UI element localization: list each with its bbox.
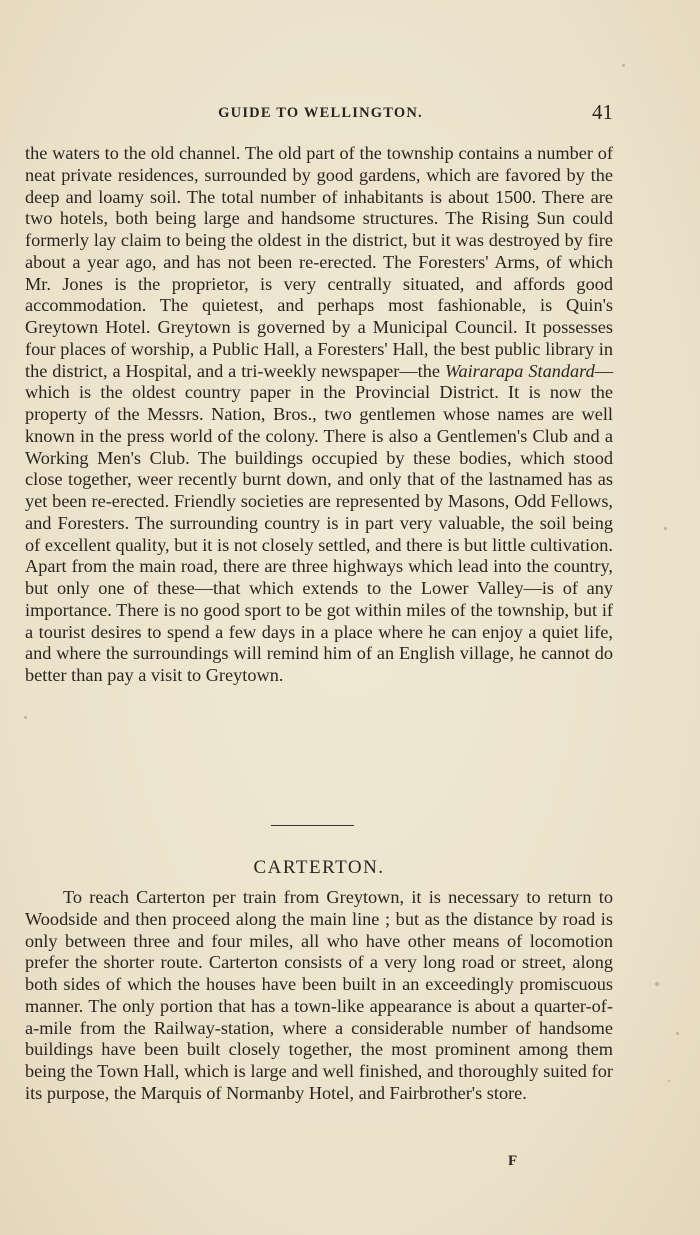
paper-speck xyxy=(622,64,625,67)
running-head: GUIDE TO WELLINGTON. xyxy=(218,105,423,121)
paper-speck xyxy=(668,1080,670,1082)
paragraph-part-2: —which is the oldest country paper in the Provincial District. It is now the property of the Messrs. Nation, Bros., two gentlemen whose names are well known in the press world of the colony. There is also a Gentlemen's Club and a Working Men's Club. The buildings occupied by these bodies, which stood close together, weer recently burnt down, and only that of the lastnamed has as yet been re-erected. Friendly societies are represented by Masons, Odd Fellows, and Foresters. The surrounding country is in part very valuable, the soil being of excellent quality, but it is not closely settled, and there is but little cultivation. Apart from the main road, there are three highways which lead into the country, but only one of these—that which extends to the Lower Valley—is of any importance. There is no good sport to be got within miles of the township, but if a tourist desires to spend a few days in a place where he can enjoy a quiet life, and where the surroundings will remind him of an English village, he cannot do better than pay a visit to Greytown. xyxy=(25,360,613,685)
section-divider xyxy=(271,825,354,826)
paper-speck xyxy=(664,527,667,530)
greytown-text-block xyxy=(25,143,613,687)
paragraph-part-1: the waters to the old channel. The old part of the township contains a number of neat private residences, surrounded by good gardens, which are favored by the deep and loamy soil. The total number of inhabitants is about 1500. There are two hotels, both being large and handsome structures. The Rising Sun could formerly lay claim to being the oldest in the district, but it was destroyed by fire about a year ago, and has not been re-erected. The Foresters' Arms, of which Mr. Jones is the proprietor, is very centrally situated, and affords good accommodation. The quietest, and perhaps most fashionable, is Quin's Greytown Hotel. Greytown is governed by a Municipal Council. It possesses four places of worship, a Public Hall, a Foresters' Hall, the best public library in the district, a Hospital, and a tri-weekly newspaper—the xyxy=(25,143,613,381)
greytown-paragraph xyxy=(25,143,613,687)
paper-speck xyxy=(24,716,27,719)
newspaper-name: Wairarapa Standard xyxy=(444,360,595,381)
paper-speck xyxy=(655,982,659,986)
page-header xyxy=(28,100,613,126)
carterton-text-block xyxy=(25,887,613,1105)
paper-speck xyxy=(676,1032,679,1035)
page-number: 41 xyxy=(592,100,613,124)
signature-mark: F xyxy=(508,1153,518,1169)
carterton-paragraph: To reach Carterton per train from Greytown, it is necessary to return to Woodside and then proceed along the main line ; but as the distance by road is only between three and four miles, all who have other means of locomotion prefer the shorter route. Carterton consists of a very long road or street, along both sides of which the houses have been built in an exceedingly promiscuous manner. The only portion that has a town-like appearance is about a quarter-of-a-mile from the Railway-station, where a considerable number of handsome buildings have been built closely together, the most prominent among them being the Town Hall, which is large and well finished, and thoroughly suited for its purpose, the Marquis of Normanby Hotel, and Fairbrother's store. xyxy=(25,887,613,1103)
section-heading: CARTERTON. xyxy=(253,857,385,878)
